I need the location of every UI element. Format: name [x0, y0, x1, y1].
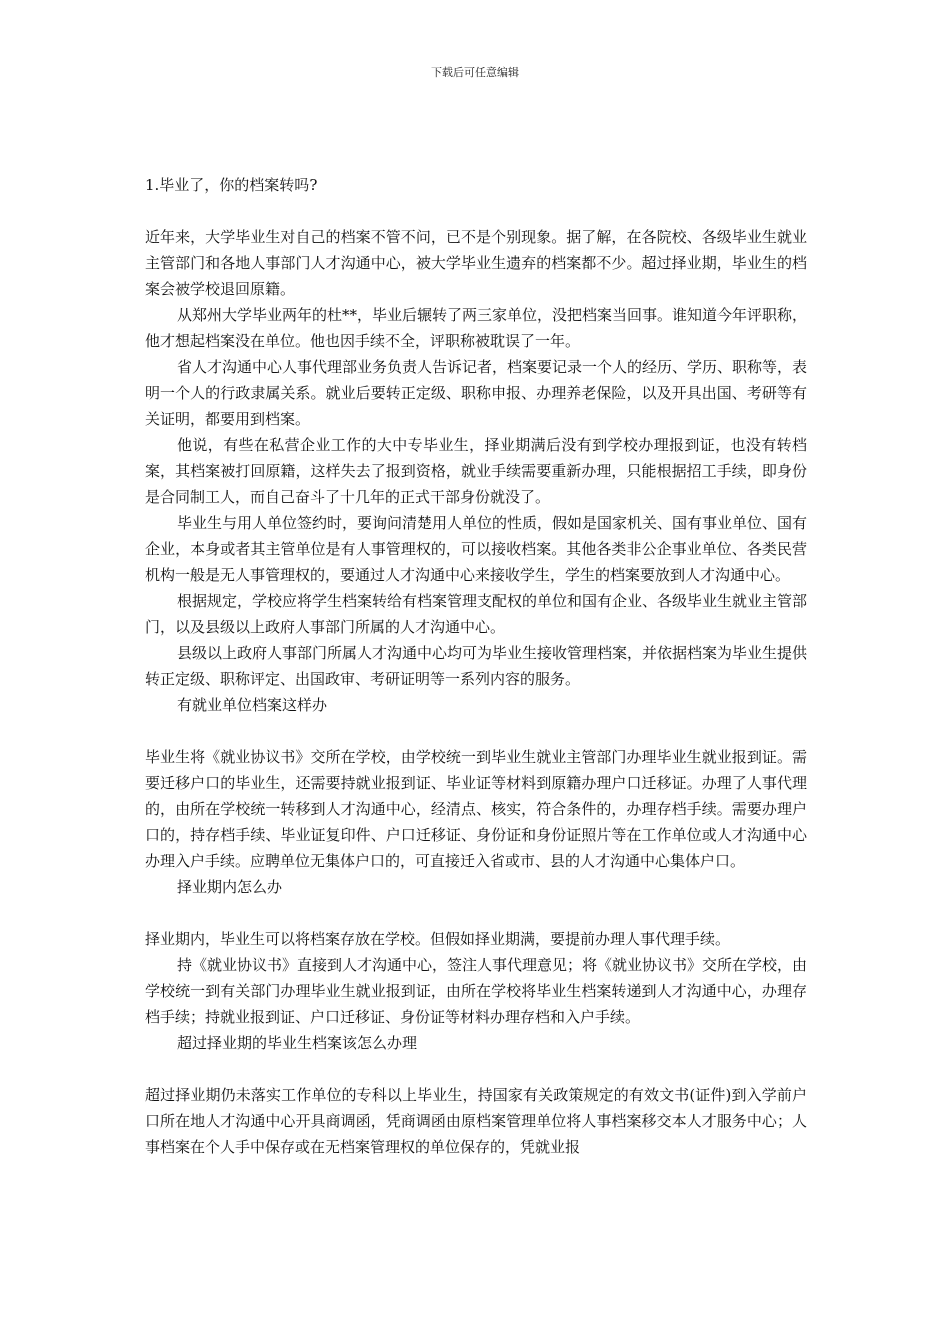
paragraph-job-search-period-1: 择业期内，毕业生可以将档案存放在学校。但假如择业期满，要提前办理人事代理手续。 [145, 930, 731, 948]
paragraph-intro-1: 近年来，大学毕业生对自己的档案不管不问，已不是个别现象。据了解，在各院校、各级毕业生就业主管部门和各地人事部门人才沟通中心，被大学毕业生遗弃的档案都不少。超过择业期，毕业生的档案会被学校退回原籍。 [145, 228, 807, 298]
section-heading-job-search-period: 择业期内怎么办 [177, 878, 283, 896]
section-heading-overdue: 超过择业期的毕业生档案该怎么办理 [177, 1034, 418, 1052]
paragraph-intro-2: 从郑州大学毕业两年的杜**，毕业后辗转了两三家单位，没把档案当回事。谁知道今年评职称，他才想起档案没在单位。他也因手续不全，评职称被耽误了一年。 [145, 306, 808, 350]
paragraph-intro-4: 他说，有些在私营企业工作的大中专毕业生，择业期满后没有到学校办理报到证，也没有转档案，其档案被打回原籍，这样失去了报到资格，就业手续需要重新办理，只能根据招工手续，即身份是合同制工人，而自己奋斗了十几年的正式干部身份就没了。 [145, 436, 807, 506]
paragraph-intro-5: 毕业生与用人单位签约时，要询问清楚用人单位的性质，假如是国家机关、国有事业单位、国有企业，本身或者其主管单位是有人事管理权的，可以接收档案。其他各类非公企事业单位、各类民营机构一般是无人事管理权的，要通过人才沟通中心来接收学生，学生的档案要放到人才沟通中心。 [145, 514, 808, 584]
paragraph-job-search-period-2: 持《就业协议书》直接到人才沟通中心，签注人事代理意见；将《就业协议书》交所在学校，由学校统一到有关部门办理毕业生就业报到证，由所在学校将毕业生档案转递到人才沟通中心，办理存档手续；持就业报到证、户口迁移证、身份证等材料办理存档和入户手续。 [145, 956, 808, 1026]
paragraph-intro-3: 省人才沟通中心人事代理部业务负责人告诉记者，档案要记录一个人的经历、学历、职称等，表明一个人的行政隶属关系。就业后要转正定级、职称申报、办理养老保险，以及开具出国、考研等有关证明，都要用到档案。 [145, 358, 808, 428]
paragraph-overdue: 超过择业期仍未落实工作单位的专科以上毕业生，持国家有关政策规定的有效文书(证件)到入学前户口所在地人才沟通中心开具商调函，凭商调函由原档案管理单位将人事档案移交本人才服务中心；人事档案在个人手中保存或在无档案管理权的单位保存的，凭就业报 [145, 1086, 807, 1156]
document-body [145, 172, 807, 1160]
paragraph-intro-7: 县级以上政府人事部门所属人才沟通中心均可为毕业生接收管理档案，并依据档案为毕业生提供转正定级、职称评定、出国政审、考研证明等一系列内容的服务。 [145, 644, 808, 688]
paragraph-intro-6: 根据规定，学校应将学生档案转给有档案管理支配权的单位和国有企业、各级毕业生就业主管部门，以及县级以上政府人事部门所属的人才沟通中心。 [145, 592, 808, 636]
paragraph-employed: 毕业生将《就业协议书》交所在学校，由学校统一到毕业生就业主管部门办理毕业生就业报到证。需要迁移户口的毕业生，还需要持就业报到证、毕业证等材料到原籍办理户口迁移证。办理了人事代理的，由所在学校统一转移到人才沟通中心，经清点、核实，符合条件的，办理存档手续。需要办理户口的，持存档手续、毕业证复印件、户口迁移证、身份证和身份证照片等在工作单位或人才沟通中心办理入户手续。应聘单位无集体户口的，可直接迁入省或市、县的人才沟通中心集体户口。 [145, 748, 807, 870]
section-heading-employed: 有就业单位档案这样办 [177, 696, 328, 714]
document-title: 1.毕业了，你的档案转吗? [145, 176, 318, 194]
header-note: 下载后可任意编辑 [431, 66, 519, 79]
